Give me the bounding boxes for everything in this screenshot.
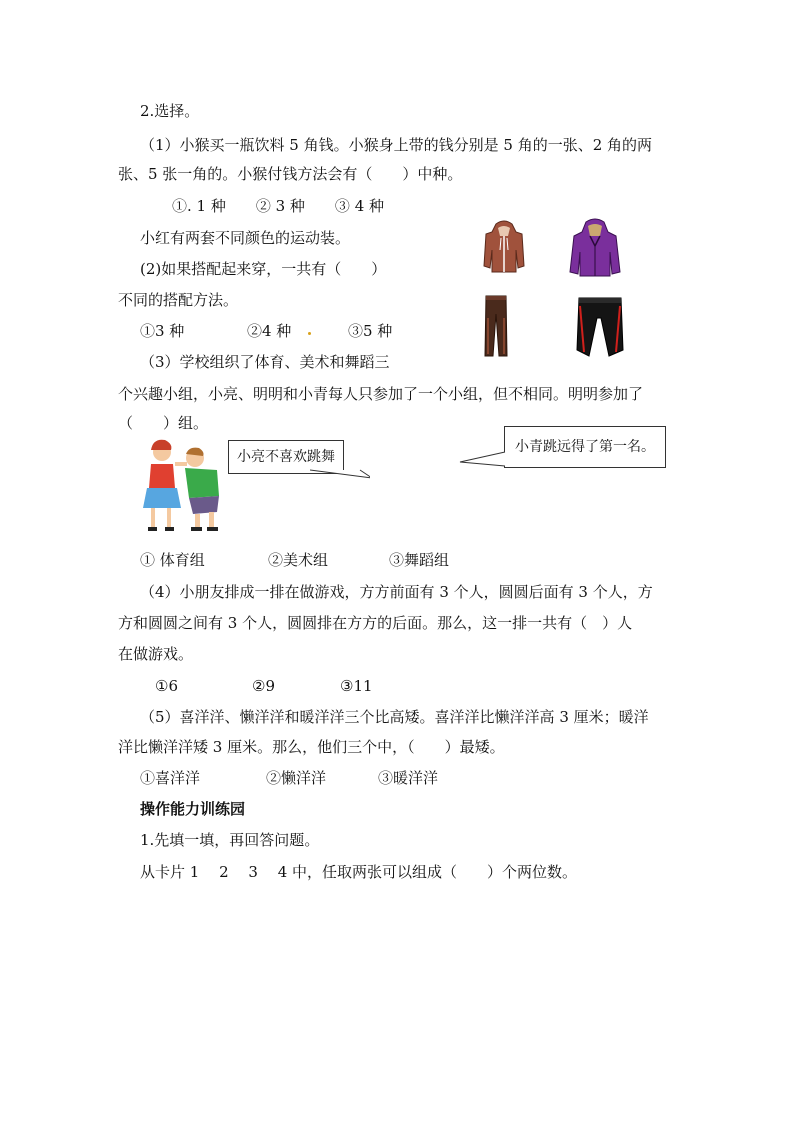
q4-option-3: ③11 [340,677,373,695]
q1-options: ①. 1 种 ② 3 种 ③ 4 种 [172,197,385,215]
two-kids-whispering-image [137,436,231,536]
purple-hoodie-image [568,218,622,280]
q3-line-2: 个兴趣小组，小亮、明明和小青每人只参加了一个小组，但不相同。明明参加了 [118,385,644,403]
q2-intro: 小红有两套不同颜色的运动装。 [140,229,351,247]
black-red-pants-image [575,296,625,360]
operation-q1-instruction: 1.先填一填，再回答问题。 [140,831,320,849]
q4-line-1: （4）小朋友排成一排在做游戏，方方前面有 3 个人，圆圆后面有 3 个人，方 [140,583,653,601]
q3-line-1: （3）学校组织了体育、美术和舞蹈三 [140,353,390,371]
q5-line-2: 洋比懒洋洋矮 3 厘米。那么，他们三个中，（ ）最矮。 [118,738,505,756]
bubble-tail-right [458,448,508,478]
q1-line-1: （1）小猴买一瓶饮料 5 角钱。小猴身上带的钱分别是 5 角的一张、2 角的两 [140,136,653,154]
q2-line-2: 不同的搭配方法。 [118,291,239,309]
section-operation-title: 操作能力训练园 [140,800,246,818]
q2-option-2: ②4 种 [247,322,292,340]
q4-option-1: ①6 [155,677,178,695]
q5-line-1: （5）喜洋洋、懒洋洋和暖洋洋三个比高矮。喜洋洋比懒洋洋高 3 厘米；暖洋 [140,708,649,726]
q3-option-2: ②美术组 [268,551,329,569]
q5-option-2: ②懒洋洋 [266,769,327,787]
q3-option-3: ③舞蹈组 [389,551,450,569]
speech-bubble-xiaoqing [504,426,666,468]
brown-pants-image [483,294,509,358]
q3-line-3: （ ）组。 [118,414,209,432]
bubble-text-xiaoliang: 小亮不喜欢跳舞 [237,449,335,465]
q4-line-2: 方和圆圆之间有 3 个人，圆圆排在方方的后面。那么，这一排一共有（ ）人 [118,614,633,632]
q5-option-3: ③暖洋洋 [378,769,439,787]
bubble-tail-left [310,469,370,499]
q2-line-1: (2)如果搭配起来穿，一共有（ ） [140,260,387,278]
q3-option-1: ① 体育组 [140,551,205,569]
decorative-dot [308,332,311,335]
q5-option-1: ①喜洋洋 [140,769,201,787]
q2-option-3: ③5 种 [348,322,393,340]
brown-hoodie-image [482,220,526,276]
q2-option-1: ①3 种 [140,322,185,340]
operation-q1-question: 从卡片 1 2 3 4 中，任取两张可以组成（ ）个两位数。 [140,863,578,881]
q1-line-2: 张、5 张一角的。小猴付钱方法会有（ ）中种。 [118,165,463,183]
bubble-text-xiaoqing: 小青跳远得了第一名。 [515,439,655,455]
q4-option-2: ②9 [252,677,275,695]
section-2-title: 2.选择。 [140,102,200,120]
q4-line-3: 在做游戏。 [118,645,194,663]
